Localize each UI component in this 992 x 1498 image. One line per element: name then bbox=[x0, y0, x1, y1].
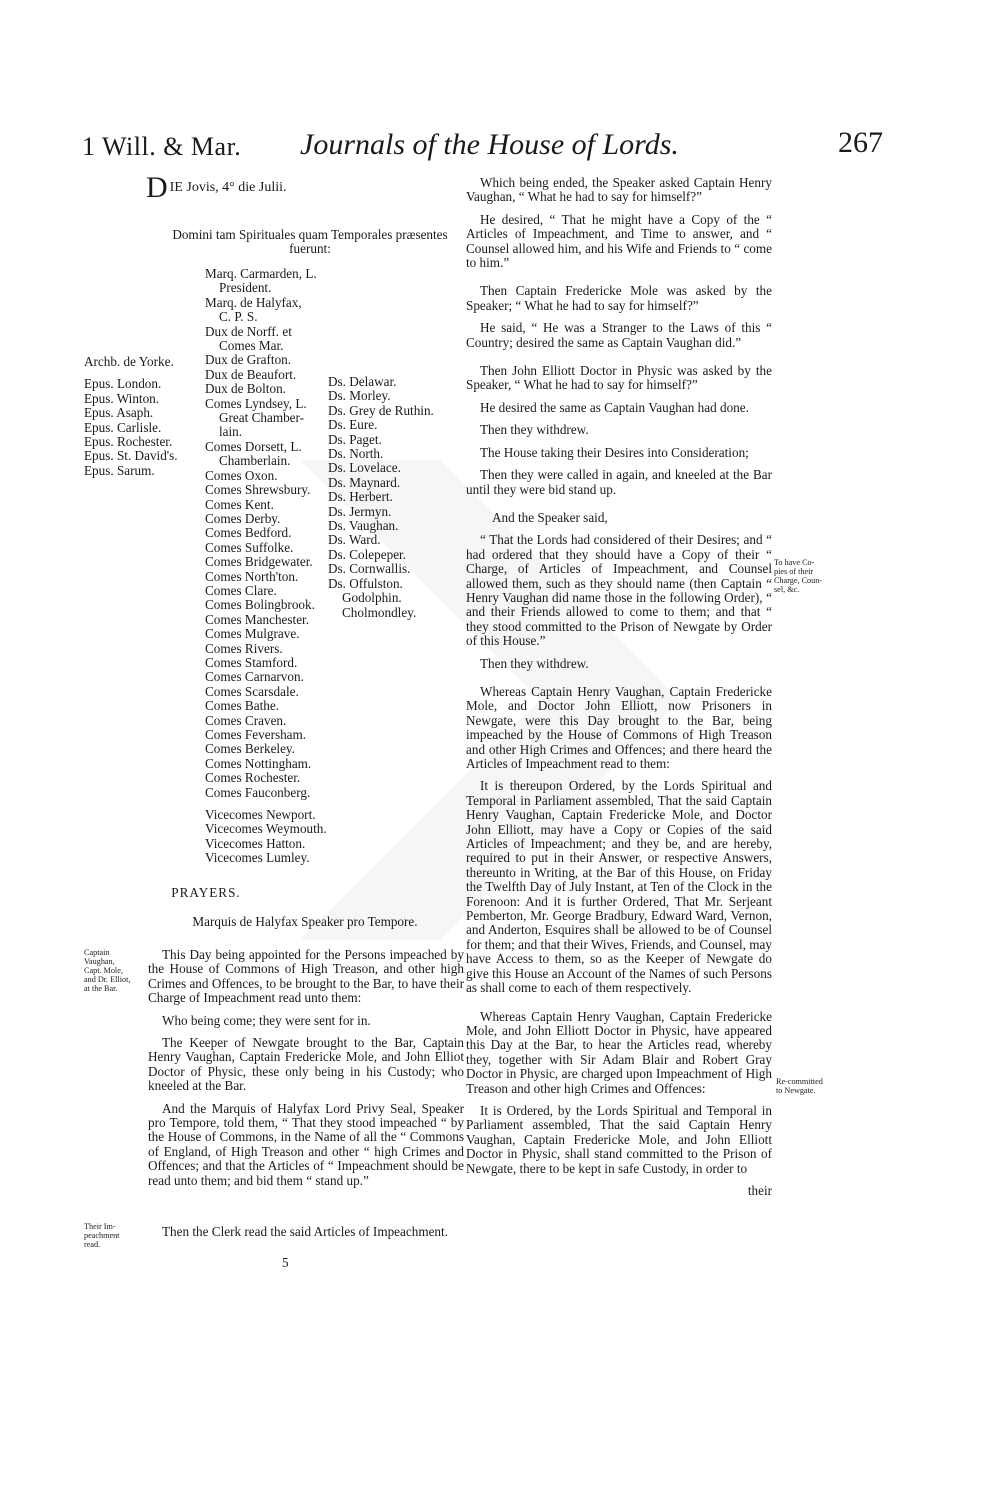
attendance-heading: Domini tam Spirituales quam Temporales præsentes fuerunt: bbox=[172, 227, 448, 257]
running-head-title: Journals of the House of Lords. bbox=[300, 128, 679, 161]
running-head-left: 1 Will. & Mar. bbox=[82, 132, 242, 161]
temporal-lords-list: Marq. Carmarden, L. President. Marq. de Halyfax, C. P. S. Dux de Norff. et Comes Mar. Dux de Grafton. Dux de Beaufort. Dux de Bolton. Comes Lyndsey, L. Great Chamber- lain. Comes Dorsett, L. Chamberlain. Comes Oxon. Comes Shrewsbury. Comes Kent. Comes Derby. Comes Bedford. Comes Suffolke. Comes Bridgewater. Comes North'ton. Comes Clare. Comes Bolingbrook. Comes Manchester. Comes Mulgrave. Comes Rivers. Comes Stamford. Comes Carnarvon. Comes Scarsdale. Comes Bathe. Comes Craven. Comes Feversham. Comes Berkeley. Comes Nottingham. Comes Rochester. Comes Fauconberg. Vicecomes Newport. Vicecomes Weymouth. Vicecomes Hatton. Vicecomes Lumley. bbox=[205, 266, 327, 866]
sitting-date: D IE Jovis, 4° die Julii. bbox=[146, 171, 287, 204]
barons-list: Ds. Delawar. Ds. Morley. Ds. Grey de Ruthin. Ds. Eure. Ds. Paget. Ds. North. Ds. Lovelace. Ds. Maynard. Ds. Herbert. Ds. Jermyn. Ds. Vaughan. Ds. Ward. Ds. Colepeper. Ds. Cornwallis. Ds. Offulston. Godolphin. Cholmondley. bbox=[328, 374, 434, 620]
margin-note-copies-of-charge: To have Co- pies of their Charge, Coun- sel, &c. bbox=[774, 558, 823, 594]
margin-note-recommitted: Re-committed to Newgate. bbox=[776, 1077, 823, 1095]
paragraph: He desired the same as Captain Vaughan had done. bbox=[480, 399, 749, 415]
paragraph: He said, “ He was a Stranger to the Laws of this “ Country; desired the same as Captain Vaughan did.” bbox=[466, 320, 772, 350]
paragraph: It is thereupon Ordered, by the Lords Spiritual and Temporal in Parliament assembled, That the said Captain Henry Vaughan, Captain Fredericke Mole, and Doctor John Elliott, may have a Copy or Copies of the said Articles of Impeachment; and they be, and are hereby, required to put in their Answer, or respective Answers, thereunto in Writing, at the Bar of this House, on Friday the Twelfth Day of July Instant, at Ten of the Clock in the Forenoon: And it is further Ordered, That Mr. Serjeant Pemberton, Mr. George Bradbury, Edward Ward, Vernon, and Anderton, Esquires shall be allowed to be of Counsel for them; and that their Wives, Friends, and Counsel, may have Access to them, so as the Keeper of Newgate do give this House an Account of the Names of such Persons as shall come to each of them respectively. bbox=[466, 778, 772, 996]
paragraph: Who being come; they were sent for in. bbox=[162, 1012, 371, 1028]
left-text-column bbox=[148, 948, 464, 1196]
paragraph: And the Speaker said, bbox=[492, 509, 608, 525]
spiritual-lords-list: Archb. de Yorke. Epus. London. Epus. Winton. Epus. Asaph. Epus. Carlisle. Epus. Rochester. Epus. St. David's. Epus. Sarum. bbox=[84, 354, 178, 478]
speaker-line: Marquis de Halyfax Speaker pro Tempore. bbox=[192, 914, 418, 929]
paragraph: It is Ordered, by the Lords Spiritual and Temporal in Parliament assembled, That the said Captain Henry Vaughan, Captain Fredericke Mole, and John Elliott Doctor in Physic, shall stand committed to the Prison of Newgate, there to be kept in safe Custody, in order to bbox=[466, 1102, 772, 1176]
margin-note-persons-at-bar: Captain Vaughan, Capt. Mole, and Dr. Elliot, at the Bar. bbox=[84, 948, 131, 993]
margin-note-impeachment-read: Their Im- peachment read. bbox=[84, 1222, 120, 1249]
paragraph: The House taking their Desires into Consideration; bbox=[480, 444, 749, 460]
drop-cap: D bbox=[146, 171, 168, 204]
paragraph: Whereas Captain Henry Vaughan, Captain Fredericke Mole, and Doctor John Elliott, now Prisoners in Newgate, were this Day brought to the Bar, being impeached by the House of Commons of High Treason and other High Crimes and Offences; and there heard the Articles of Impeachment read to them: bbox=[466, 683, 772, 771]
paragraph: Then the Clerk read the said Articles of Impeachment. bbox=[162, 1224, 448, 1239]
paragraph: Whereas Captain Henry Vaughan, Captain Fredericke Mole, and John Elliott Doctor in Physic, have appeared this Day at the Bar, to hear the Articles read, whereby they, together with Sir Adam Blair and Robert Gray Doctor in Physic, are charged upon Impeachment of High Treason and other high Crimes and Offences: bbox=[466, 1008, 772, 1096]
paragraph: And the Marquis of Halyfax Lord Privy Seal, Speaker pro Tempore, told them, “ That they stood impeached “ by the House of Commons, in the Name of all the “ Commons of England, of High Treason and other “ high Crimes and Offences; and that the Articles of “ Impeachment should be read unto them; and bid them “ stand up.” bbox=[148, 1100, 464, 1188]
paragraph: Then they withdrew. bbox=[480, 422, 589, 438]
catchword: their bbox=[747, 1182, 772, 1198]
paragraph: Which being ended, the Speaker asked Captain Henry Vaughan, “ What he had to say for himself?” bbox=[466, 175, 772, 205]
signature-mark: 5 bbox=[282, 1255, 289, 1270]
paragraph: Then John Elliott Doctor in Physic was asked by the Speaker, “ What he had to say for himself?” bbox=[466, 363, 772, 393]
paragraph: This Day being appointed for the Persons impeached by the House of Commons of High Treason, and other high Crimes and Offences, to be brought to the Bar, to have their Charge of Impeachment read unto them: bbox=[148, 947, 464, 1006]
prayers-heading: PRAYERS. bbox=[171, 885, 241, 900]
page-number: 267 bbox=[838, 126, 883, 159]
left-closing-text bbox=[148, 1225, 464, 1247]
paragraph: He desired, “ That he might have a Copy of the “ Articles of Impeachment, and Time to answer, and “ Counsel allowed him, and his Wife and Friends to “ come to him.” bbox=[466, 211, 772, 271]
right-text-column bbox=[466, 176, 772, 1198]
paragraph: Then they were called in again, and kneeled at the Bar until they were bid stand up. bbox=[466, 467, 772, 497]
paragraph: “ That the Lords had considered of their Desires; and “ had ordered that they should have a Copy of their “ Charge, of Articles of Impeachment, and Counsel allowed them, such as they should name (then Captain “ Henry Vaughan did name those in the following Order), “ and their Friends allowed to come to them; and that “ they stood committed to the Prison of Newgate by Order of this House.” bbox=[466, 532, 772, 649]
paragraph: Then they withdrew. bbox=[480, 655, 589, 671]
paragraph: Then Captain Fredericke Mole was asked by the Speaker; “ What he had to say for himself?” bbox=[466, 283, 772, 313]
paragraph: The Keeper of Newgate brought to the Bar, Captain Henry Vaughan, Captain Fredericke Mole, and John Elliot Doctor of Physic, these only being in his Custody; who kneeled at the Bar. bbox=[148, 1035, 464, 1094]
